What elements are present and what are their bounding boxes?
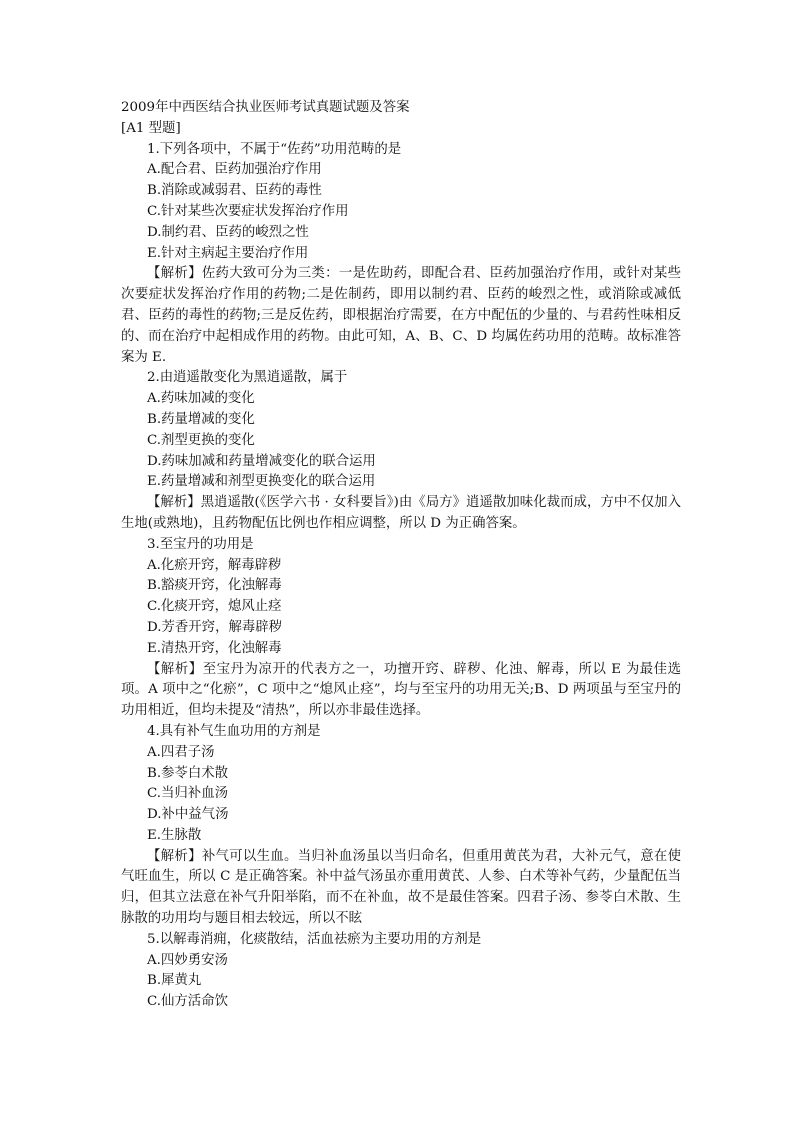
answer-option: B.药量增减的变化 (147, 411, 255, 427)
answer-option: A.四妙勇安汤 (147, 952, 228, 968)
analysis-text: 至宝丹为凉开的代表方之一，功擅开窍、辟秽、化浊、解毒，所以 E 为最佳选项。A 项中之“化瘀”，C 项中之“熄风止痉”，均与至宝丹的功用无关;B、D 两项虽与至宝丹的功用相近，但均未提及“清热”，所以亦非最佳选择。 (121, 661, 681, 719)
analysis-text: 黑逍遥散(《医学六书 · 女科要旨》)由《局方》逍遥散加味化裁而成，方中不仅加入生地(或熟地)，且药物配伍比例也作相应调整，所以 D 为正确答案。 (121, 495, 681, 531)
question-stem: 5.以解毒消痈，化痰散结，活血祛瘀为主要功用的方剂是 (147, 931, 482, 947)
answer-option: C.当归补血汤 (147, 786, 228, 802)
answer-option: E.生脉散 (147, 827, 202, 843)
analysis-paragraph (121, 847, 681, 930)
analysis-tag: 【解析】 (147, 661, 203, 677)
analysis-tag: 【解析】 (147, 495, 201, 511)
answer-option: A.配合君、臣药加强治疗作用 (147, 162, 322, 178)
analysis-text: 佐药大致可分为三类：一是佐助药，即配合君、臣药加强治疗作用，或针对某些次要症状发挥治疗作用的药物;二是佐制药，即用以制约君、臣药的峻烈之性，或消除或减低君、臣药的毒性的药物;三是反佐药，即根据治疗需要，在方中配伍的少量的、与君药性味相反的、而在治疗中起相成作用的药物。由此可知，A、B、C、D 均属佐药功用的范畴。故标准答案为 E. (121, 266, 682, 365)
answer-option: D.制约君、臣药的峻烈之性 (147, 224, 309, 240)
answer-option: C.针对某些次要症状发挥治疗作用 (147, 203, 349, 219)
answer-option: D.芳香开窍，解毒辟秽 (147, 619, 283, 635)
question-block (121, 722, 681, 930)
answer-option: C.化痰开窍，熄风止痉 (147, 599, 282, 615)
answer-option: C.剂型更换的变化 (147, 432, 255, 448)
analysis-tag: 【解析】 (147, 266, 202, 282)
answer-option: B.犀黄丸 (147, 973, 202, 989)
analysis-paragraph (121, 493, 681, 535)
question-block (121, 535, 681, 722)
document-title: 2009年中西医结合执业医师考试真题试题及答案 (121, 100, 410, 115)
answer-option: D.药味加减和药量增减变化的联合运用 (147, 453, 376, 469)
analysis-tag: 【解析】 (147, 848, 202, 864)
question-stem: 4.具有补气生血功用的方剂是 (147, 723, 321, 739)
analysis-paragraph (121, 660, 681, 722)
answer-option: E.药量增减和剂型更换变化的联合运用 (147, 474, 376, 490)
answer-option: D.补中益气汤 (147, 807, 229, 823)
answer-option: C.仙方活命饮 (147, 994, 228, 1010)
analysis-paragraph (121, 264, 681, 368)
answer-option: B.豁痰开窍，化浊解毒 (147, 578, 282, 594)
question-block (121, 140, 681, 369)
section-heading: [A1 型题] (121, 120, 181, 136)
document-body (121, 98, 681, 1013)
answer-option: B.消除或减弱君、臣药的毒性 (147, 183, 322, 199)
answer-option: A.化瘀开窍，解毒辟秽 (147, 557, 282, 573)
analysis-text: 补气可以生血。当归补血汤虽以当归命名，但重用黄芪为君，大补元气，意在使气旺血生，所以 C 是正确答案。补中益气汤虽亦重用黄芪、人参、白术等补气药，少量配伍当归，但其立法意在补气升阳举陷，而不在补血，故不是最佳答案。四君子汤、参苓白术散、生脉散的功用均与题目相去较远，所以不眩 (121, 848, 682, 927)
question-stem: 2.由逍遥散变化为黑逍遥散，属于 (147, 370, 348, 386)
answer-option: E.清热开窍，化浊解毒 (147, 640, 282, 656)
answer-option: E.针对主病起主要治疗作用 (147, 245, 309, 261)
answer-option: A.药味加减的变化 (147, 391, 255, 407)
question-block (121, 368, 681, 534)
answer-option: A.四君子汤 (147, 744, 215, 760)
question-stem: 1.下列各项中，不属于“佐药”功用范畴的是 (147, 141, 402, 157)
question-block (121, 930, 681, 1013)
question-stem: 3.至宝丹的功用是 (147, 536, 254, 552)
answer-option: B.参苓白术散 (147, 765, 229, 781)
